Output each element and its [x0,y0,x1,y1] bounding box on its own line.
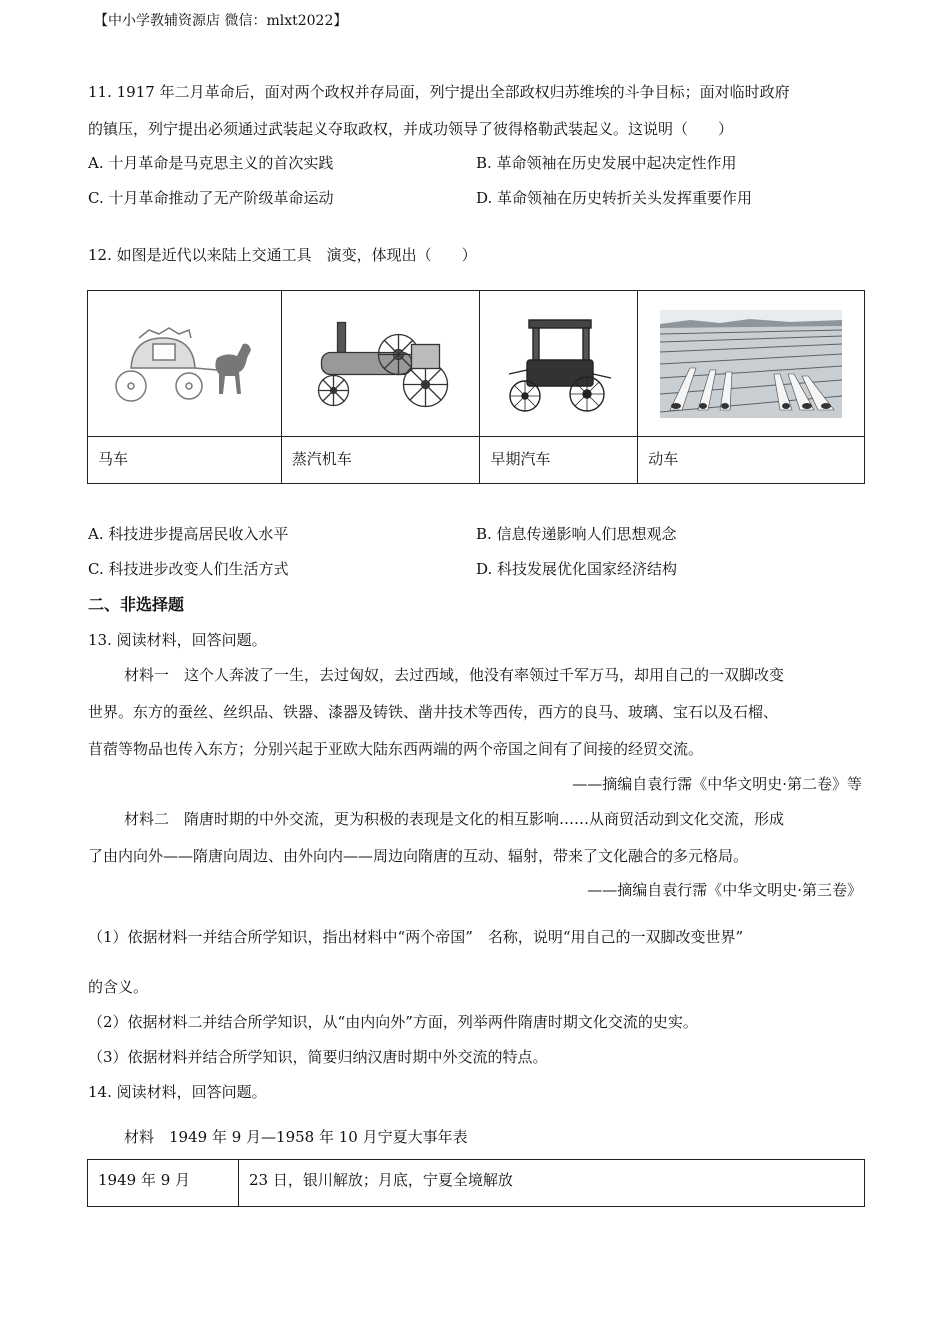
early-car-image-cell [480,291,638,437]
q12-stem: 12. 如图是近代以来陆上交通工具 演变，体现出（ ） [88,246,477,264]
q13-material1-line3: 苜蓿等物品也传入东方；分别兴起于亚欧大陆东西两端的两个帝国之间有了间接的经贸交流。 [88,740,704,758]
q11-option-a: A. 十月革命是马克思主义的首次实践 [88,154,334,172]
q11-stem-line1: 11. 1917 年二月革命后，面对两个政权并存局面，列宁提出全部政权归苏维埃的斗争目标；面对临时政府 [88,83,790,101]
horse-carriage-image [109,324,259,404]
q13-material2-source: ——摘编自袁行霈《中华文明史·第三卷》 [587,881,862,899]
q13-material1-source: ——摘编自袁行霈《中华文明史·第二卷》等 [572,775,862,793]
q12-option-c: C. 科技进步改变人们生活方式 [88,560,289,578]
caption-early-car: 早期汽车 [480,437,638,484]
caption-carriage: 马车 [88,437,282,484]
page-header: 【中小学教辅资源店 微信：mlxt2022】 [94,13,348,29]
q11-option-c: C. 十月革命推动了无产阶级革命运动 [88,189,334,207]
bullet-train-station-image [660,310,842,418]
table-row [88,1160,865,1207]
q12-option-d: D. 科技发展优化国家经济结构 [476,560,678,578]
bullet-train-image-cell [638,291,865,437]
q11-option-d: D. 革命领袖在历史转折关头发挥重要作用 [476,189,753,207]
early-automobile-image [499,314,619,414]
q13-sub1-line2: 的含义。 [88,978,149,996]
q13-stem: 13. 阅读材料，回答问题。 [88,631,267,649]
event-description: 23 日，银川解放；月底，宁夏全境解放 [239,1160,865,1207]
event-date: 1949 年 9 月 [88,1160,239,1207]
q13-sub1-line1: （1）依据材料一并结合所学知识，指出材料中“两个帝国” 名称，说明“用自己的一双脚改变世界” [88,928,744,946]
caption-steam-engine: 蒸汽机车 [281,437,480,484]
q13-material1-line1: 材料一 这个人奔波了一生，去过匈奴，去过西域，他没有率领过千军万马，却用自己的一双脚改变 [124,666,785,684]
section-title: 二、非选择题 [88,595,185,614]
q11-stem-line2: 的镇压，列宁提出必须通过武装起义夺取政权，并成功领导了彼得格勒武装起义。这说明（ ） [88,120,734,138]
events-table [87,1159,865,1207]
q14-stem: 14. 阅读材料，回答问题。 [88,1083,267,1101]
steam-locomotive-image [303,316,458,411]
caption-bullet-train: 动车 [638,437,865,484]
q12-option-a: A. 科技进步提高居民收入水平 [88,525,289,543]
q13-material1-line2: 世界。东方的蚕丝、丝织品、铁器、漆器及铸铁、凿井技术等西传，西方的良马、玻璃、宝石以及石榴、 [88,703,779,721]
q13-sub3: （3）依据材料并结合所学知识，简要归纳汉唐时期中外交流的特点。 [88,1048,548,1066]
carriage-image-cell [88,291,282,437]
q12-option-b: B. 信息传递影响人们思想观念 [476,525,677,543]
q13-material2-line1: 材料二 隋唐时期的中外交流，更为积极的表现是文化的相互影响……从商贸活动到文化交流，形成 [124,810,785,828]
steam-engine-image-cell [281,291,480,437]
transport-table [87,290,865,484]
q13-material2-line2: 了由内向外——隋唐向周边、由外向内——周边向隋唐的互动、辐射，带来了文化融合的多元格局。 [88,847,749,865]
q14-table-title: 材料 1949 年 9 月—1958 年 10 月宁夏大事年表 [124,1128,468,1146]
q11-option-b: B. 革命领袖在历史发展中起决定性作用 [476,154,737,172]
q13-sub2: （2）依据材料二并结合所学知识，从“由内向外”方面，列举两件隋唐时期文化交流的史实。 [88,1013,698,1031]
